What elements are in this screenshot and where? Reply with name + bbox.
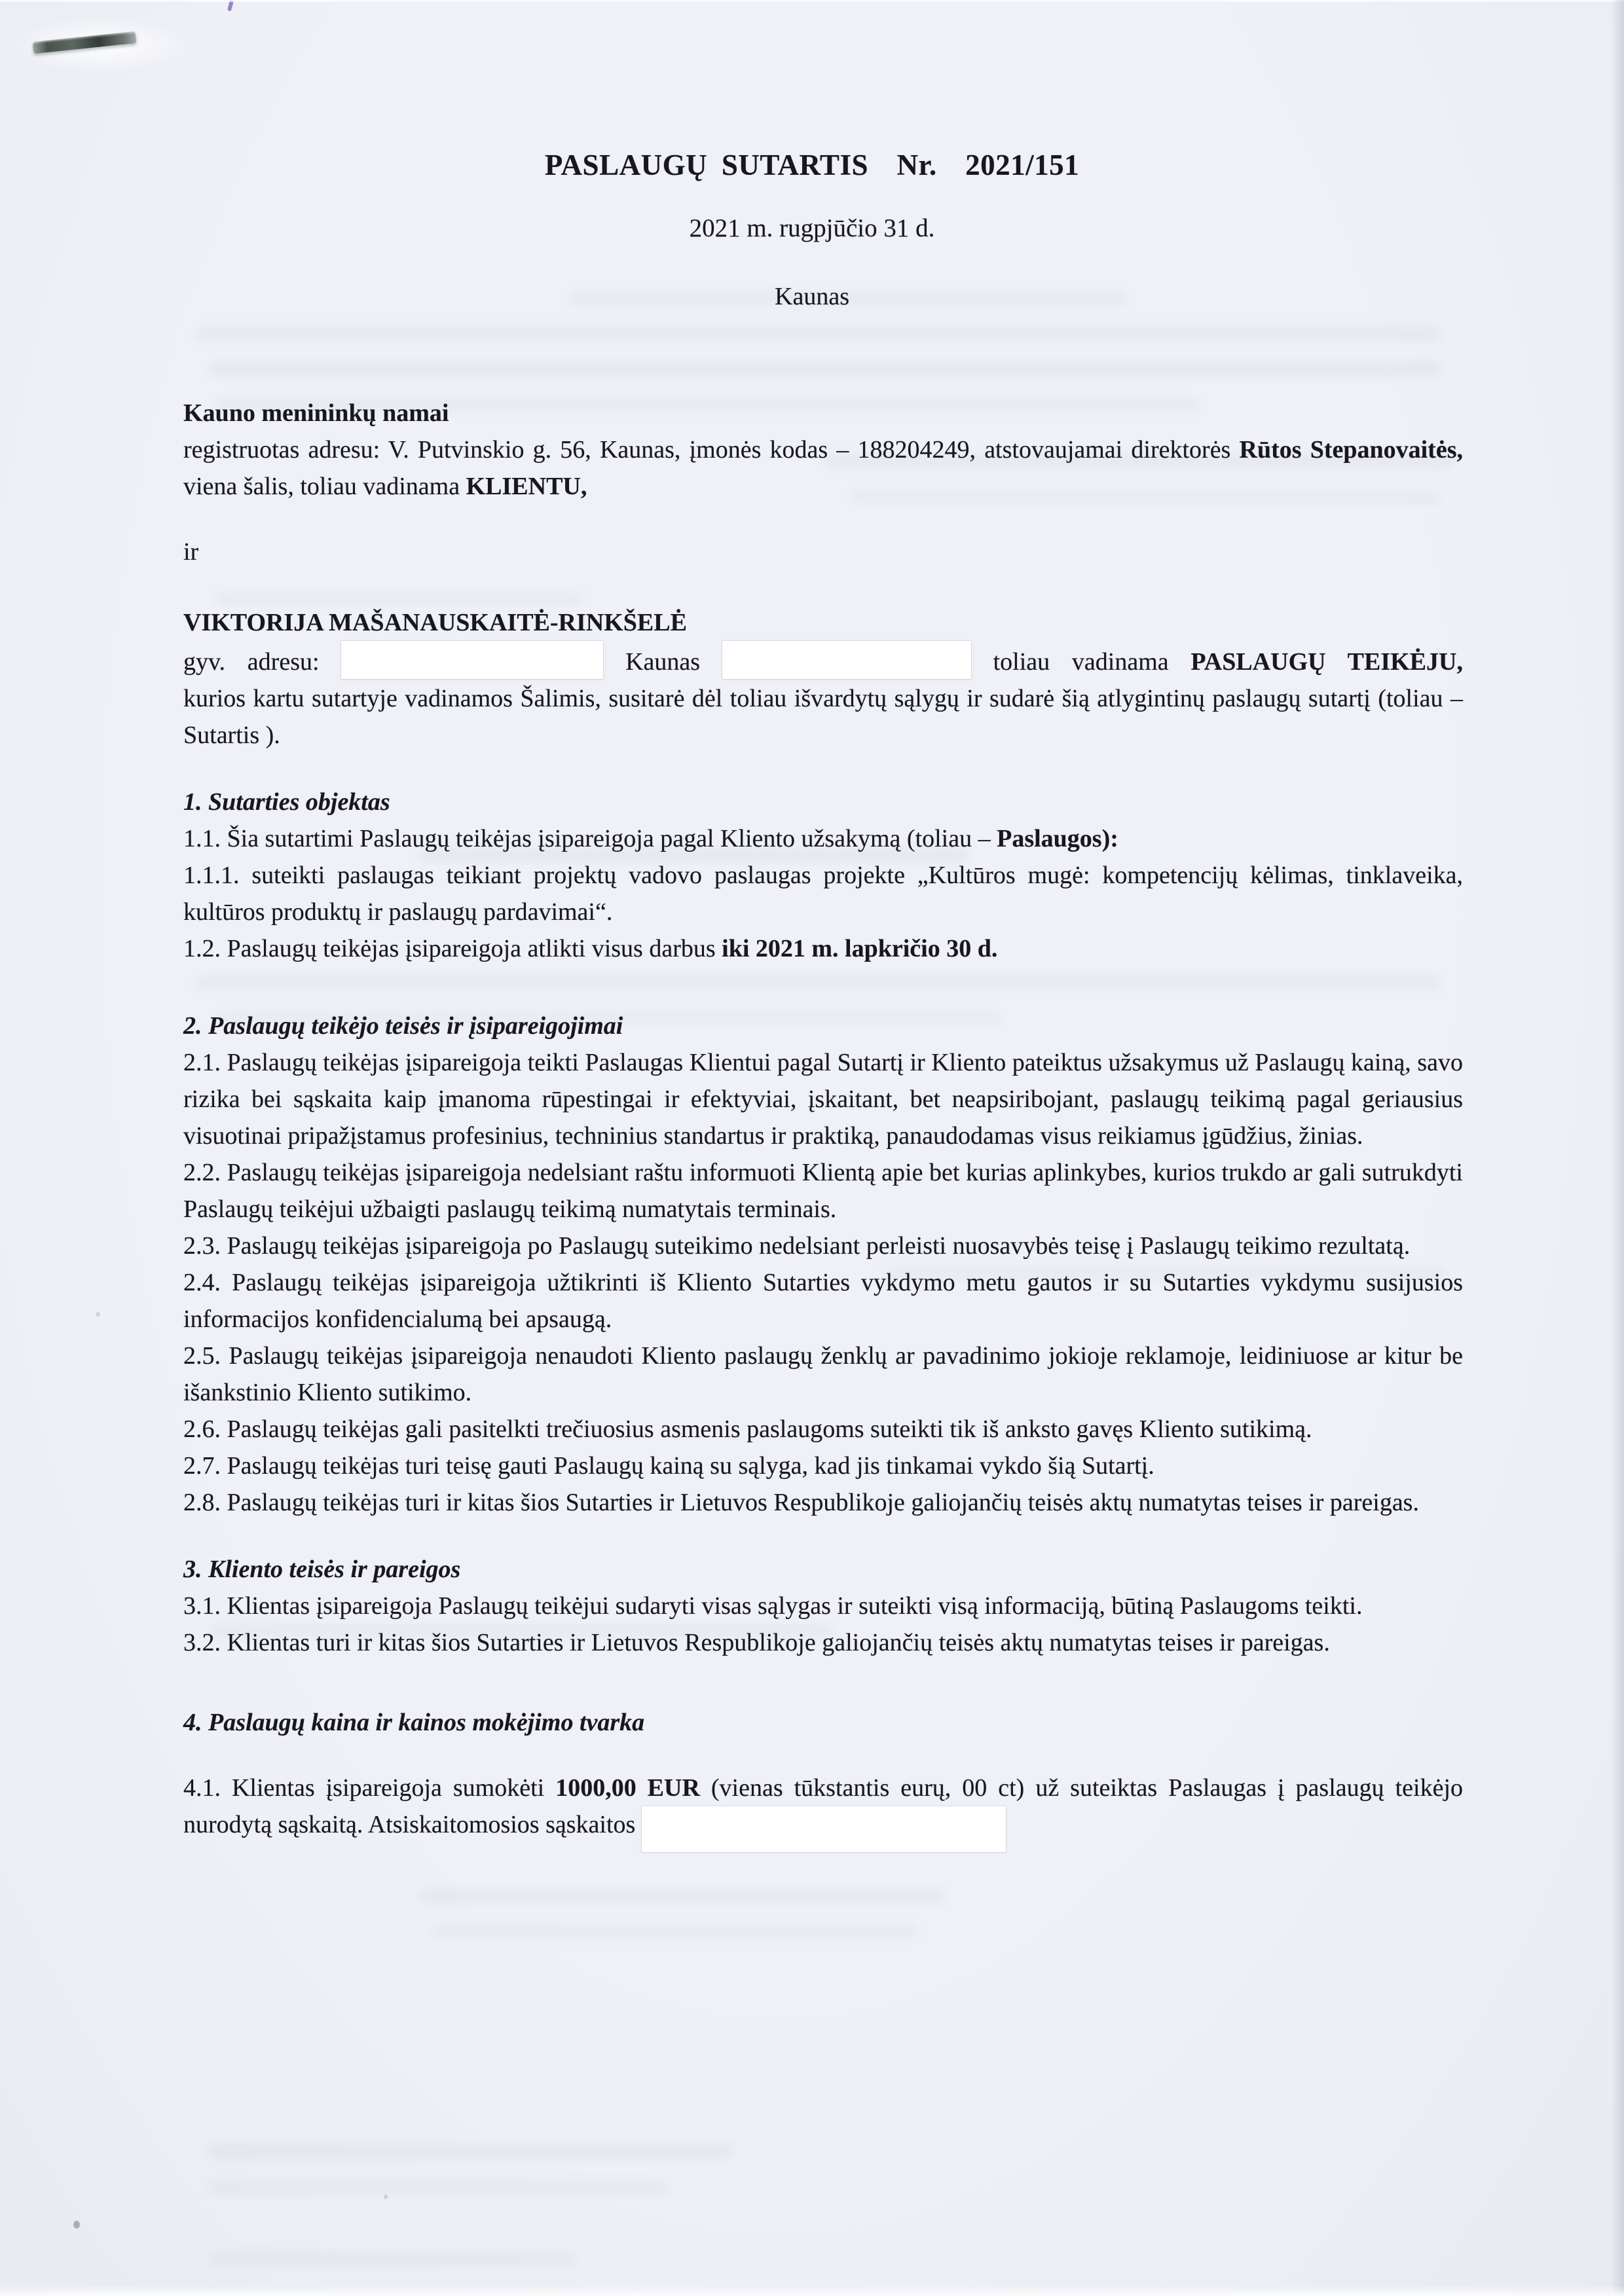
- bleed-through-mark: [210, 2252, 576, 2265]
- text-run: toliau vadinama: [970, 648, 1191, 676]
- text-run: Rūtos Stepanovaitės,: [1239, 436, 1463, 464]
- page-edge-bottom: [0, 2286, 1624, 2296]
- text-run: 2.8. Paslaugų teikėjas turi ir kitas šios Sutarties ir Lietuvos Respublikoje galiojančių teisės aktų numatytas teises ir pareigas.: [183, 1489, 1419, 1516]
- clause-1-1-1: [183, 857, 1463, 930]
- text-run: (vienas tūkstantis eurų, 00 ct) už suteiktas Paslaugas į paslaugų teikėjo nurodytą sąskaitą. Atsiskaitomosios sąskaitos: [183, 1774, 1464, 1838]
- clause-2-5: [183, 1338, 1463, 1411]
- text-run: Kauno menininkų namai: [183, 399, 449, 427]
- redaction-box: [722, 641, 971, 679]
- bleed-through-mark: [419, 1889, 943, 1903]
- bleed-through-mark: [210, 2180, 668, 2193]
- text-run: 2.4. Paslaugų teikėjas įsipareigoja užtikrinti iš Kliento Sutarties vykdymo metu gautos ir su Sutarties vykdymu susijusios informacijos konfidencialumą bei apsaugą.: [183, 1269, 1463, 1333]
- document-date: 2021 m. rugpjūčio 31 d.: [689, 214, 935, 242]
- text-run: Kaunas: [603, 648, 722, 676]
- text-run: gyv. adresu:: [183, 648, 342, 676]
- text-run: PASLAUGŲ TEIKĖJU,: [1190, 648, 1463, 676]
- conjunction-ir: [183, 534, 1463, 570]
- page-edge-right: [1611, 0, 1624, 2296]
- text-run: 1. Sutarties objektas: [183, 788, 390, 816]
- text-run: 1.1. Šia sutartimi Paslaugų teikėjas įsipareigoja pagal Kliento užsakymą (toliau –: [183, 825, 997, 852]
- text-run: kurios kartu sutartyje vadinamos Šalimis, susitarė dėl toliau išvardytų sąlygų ir sudarė šią atlygintinų paslaugų sutartį (toliau – Sutartis ).: [183, 685, 1463, 749]
- clause-2-2: [183, 1154, 1463, 1228]
- clause-2-3: [183, 1228, 1463, 1264]
- provider-address: [183, 641, 1463, 680]
- text-run: viena šalis, toliau vadinama: [183, 473, 466, 500]
- text-run: 1000,00 EUR: [555, 1774, 700, 1802]
- text-run: 1.1.1. suteikti paslaugas teikiant projektų vadovo paslaugas projekte „Kultūros mugė: kompetencijų kėlimas, tinklaveika, kultūros produktų ir paslaugų pardavimai“.: [183, 862, 1463, 926]
- text-run: 4.1. Klientas įsipareigoja sumokėti: [183, 1774, 556, 1802]
- section-1-heading: [183, 784, 1463, 820]
- text-run: 3.1. Klientas įsipareigoja Paslaugų teikėjui sudaryti visas sąlygas ir suteikti visą informaciją, būtiną Paslaugoms teikti.: [183, 1592, 1363, 1620]
- clause-1-2: [183, 930, 1463, 967]
- provider-name: [183, 604, 1463, 641]
- clause-2-4: [183, 1264, 1463, 1338]
- parties-joint: [183, 680, 1463, 754]
- clause-2-8: [183, 1484, 1463, 1521]
- text-run: iki 2021 m. lapkričio 30 d.: [722, 935, 998, 962]
- client-details: [183, 431, 1463, 505]
- text-run: 2.5. Paslaugų teikėjas įsipareigoja nenaudoti Kliento paslaugų ženklų ar pavadinimo jokioje reklamoje, leidiniuose ar kitur be išankstinio Kliento sutikimo.: [183, 1342, 1463, 1406]
- text-run: ir: [183, 538, 199, 566]
- text-run: 4. Paslaugų kaina ir kainos mokėjimo tvarka: [183, 1709, 645, 1736]
- bleed-through-mark: [432, 1925, 917, 1938]
- page-edge-top: [0, 0, 1624, 2]
- text-run: Paslaugos):: [997, 825, 1118, 852]
- clause-4-1: [183, 1770, 1463, 1852]
- document-city: Kaunas: [775, 283, 849, 310]
- redaction-box: [642, 1806, 1006, 1852]
- text-run: KLIENTU,: [466, 473, 587, 500]
- clause-3-1: [183, 1588, 1463, 1624]
- text-run: 2. Paslaugų teikėjo teisės ir įsipareigojimai: [183, 1012, 623, 1040]
- clause-2-1: [183, 1044, 1463, 1154]
- clause-3-2: [183, 1624, 1463, 1661]
- contract-body: [0, 311, 1624, 1852]
- text-run: 1.2. Paslaugų teikėjas įsipareigoja atlikti visus darbus: [183, 935, 722, 962]
- bleed-through-mark: [210, 2144, 733, 2159]
- text-run: 2.3. Paslaugų teikėjas įsipareigoja po Paslaugų suteikimo nedelsiant perleisti nuosavybės teisę į Paslaugų teikimo rezultatą.: [183, 1232, 1411, 1260]
- document-header: [0, 0, 1624, 311]
- text-run: registruotas adresu: V. Putvinskio g. 56, Kaunas, įmonės kodas – 188204249, atstovaujamai direktorės: [183, 436, 1240, 464]
- client-name: [183, 395, 1463, 431]
- section-2-heading: [183, 1008, 1463, 1044]
- section-3-heading: [183, 1551, 1463, 1588]
- text-run: 2.6. Paslaugų teikėjas gali pasitelkti trečiuosius asmenis paslaugoms suteikti tik iš anksto gavęs Kliento sutikimą.: [183, 1415, 1312, 1443]
- text-run: 3. Kliento teisės ir pareigos: [183, 1556, 461, 1583]
- dust-speck: [73, 2221, 80, 2229]
- clause-2-6: [183, 1411, 1463, 1448]
- clause-2-7: [183, 1448, 1463, 1484]
- text-run: 2.7. Paslaugų teikėjas turi teisę gauti Paslaugų kainą su sąlyga, kad jis tinkamai vykdo šią Sutartį.: [183, 1452, 1154, 1480]
- dust-speck: [384, 2195, 388, 2199]
- text-run: 3.2. Klientas turi ir kitas šios Sutarties ir Lietuvos Respublikoje galiojančių teisės aktų numatytas teises ir pareigas.: [183, 1629, 1330, 1656]
- text-run: 2.2. Paslaugų teikėjas įsipareigoja nedelsiant raštu informuoti Klientą apie bet kurias aplinkybes, kurios trukdo ar gali sutrukdyti Paslaugų teikėjui užbaigti paslaugų teikimą numatytais terminais.: [183, 1159, 1463, 1223]
- document-title: PASLAUGŲ SUTARTIS Nr. 2021/151: [544, 149, 1080, 181]
- section-4-heading: [183, 1704, 1463, 1741]
- text-run: 2.1. Paslaugų teikėjas įsipareigoja teikti Paslaugas Klientui pagal Sutartį ir Kliento pateiktus užsakymus už Paslaugų kainą, savo rizika bei sąskaita kaip įmanoma rūpestingai ir efektyviai, įskaitant, bet neapsiribojant, paslaugų teikimą pagal geriausius visuotinai pripažįstamus profesinius, techninius standartus ir praktiką, panaudodamas visus reikiamus įgūdžius, žinias.: [183, 1049, 1463, 1150]
- redaction-box: [341, 641, 603, 679]
- clause-1-1: [183, 820, 1463, 857]
- text-run: VIKTORIJA MAŠANAUSKAITĖ-RINKŠELĖ: [183, 609, 687, 636]
